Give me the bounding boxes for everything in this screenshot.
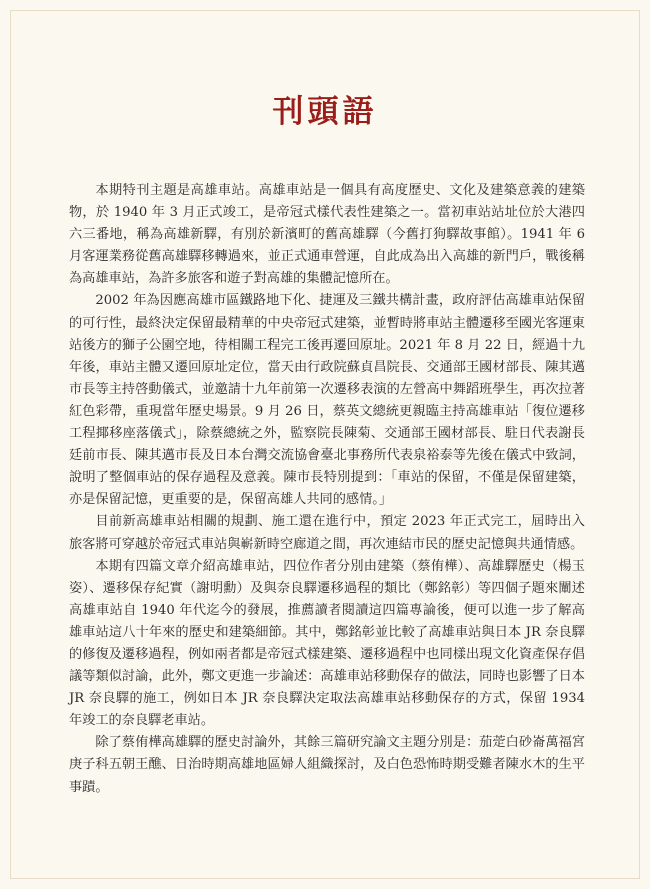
paragraph-other-papers: 除了蔡侑樺高雄驛的歷史討論外，其餘三篇研究論文主題分別是：茄萣白砂崙萬福宮庚子科五朝王醮、日治時期高雄地區婦人組織探討，及白色恐怖時期受難者陳水木的生平事蹟。 bbox=[69, 735, 585, 795]
paragraph-articles-overview: 本期有四篇文章介紹高雄車站，四位作者分別由建築（蔡侑樺）、高雄驛歷史（楊玉姿）、遷移保存紀實（謝明勳）及與奈良驛遷移過程的類比（鄭銘彰）等四個子題來闡述高雄車站自 1940 年代迄今的發展，推薦讀者閱讀這四篇專論後，便可以進一步了解高雄車站這八十年來的歷史和建築細節。其中，鄭銘彰並比較了高雄車站與日本 JR 奈良驛的修復及遷移過程，例如兩者都是帝冠式樣建築、遷移過程中也同樣出現文化資產保存倡議等類似討論，此外，鄭文更進一步論述：高雄車站移動保存的做法，同時也影響了日本 JR 奈良驛的施工，例如日本 JR 奈良驛決定取法高雄車站移動保存的方式，保留 1934 年竣工的奈良驛老車站。 bbox=[69, 558, 585, 729]
paragraph-future-plan: 目前新高雄車站相關的規劃、施工還在進行中，預定 2023 年正式完工，屆時出入旅客將可穿越於帝冠式車站與嶄新時空廊道之間，再次連結市民的歷史記憶與共通情感。 bbox=[69, 514, 585, 552]
article-body bbox=[69, 180, 585, 799]
paragraph-intro: 本期特刊主題是高雄車站。高雄車站是一個具有高度歷史、文化及建築意義的建築物，於 1940 年 3 月正式竣工，是帝冠式樣代表性建築之一。當初車站站址位於大港四六三番地，稱為高雄新驛，有別於新濱町的舊高雄驛（今舊打狗驛故事館）。1941 年 6 月客運業務從舊高雄驛移轉過來，並正式通車營運，自此成為出入高雄的新門戶，戰後稱為高雄車站，為許多旅客和遊子對高雄的集體記憶所在。 bbox=[69, 183, 585, 287]
page-title: 刊頭語 bbox=[272, 94, 378, 130]
paragraph-relocation: 2002 年為因應高雄市區鐵路地下化、捷運及三鐵共構計畫，政府評估高雄車站保留的可行性，最終決定保留最精華的中央帝冠式建築，並暫時將車站主體遷移至國光客運東站後方的獅子公園空地，待相關工程完工後再遷回原址。2021 年 8 月 22 日，經過十九年後，車站主體又遷回原址定位，當天由行政院蘇貞昌院長、交通部王國材部長、陳其邁市長等主持啓動儀式，並邀請十九年前第一次遷移表演的左營高中舞蹈班學生，再次拉著紅色彩帶，重現當年歷史場景。9 月 26 日，蔡英文總統更親臨主持高雄車站「復位遷移工程揶移座落儀式」，除蔡總統之外，監察院長陳菊、交通部王國材部長、駐日代表謝長廷前市長、陳其邁市長及日本台灣交流協會臺北事務所代表泉裕泰等先後在儀式中致詞，說明了整個車站的保存過程及意義。陳市長特別提到：「車站的保留，不僅是保留建築，亦是保留記憶，更重要的是，保留高雄人共同的感情。」 bbox=[69, 293, 585, 508]
